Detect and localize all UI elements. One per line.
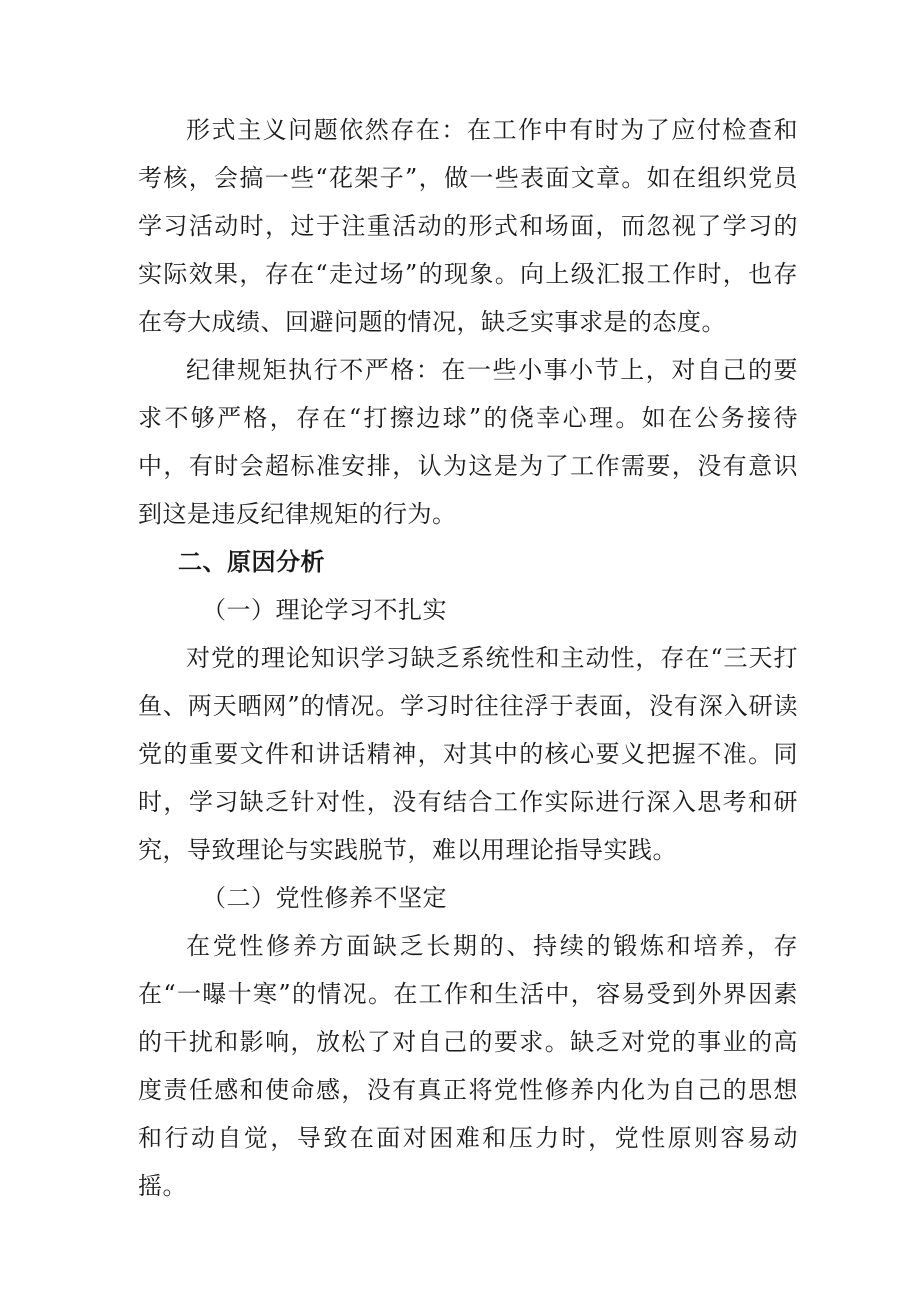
document-body <box>138 106 798 1210</box>
subsection-heading-theory-study: （一）理论学习不扎实 <box>202 596 447 624</box>
paragraph-theory-study: 对党的理论知识学习缺乏系统性和主动性，存在“三天打鱼、两天晒网”的情况。学习时往往浮于表面，没有深入研读党的重要文件和讲话精神，对其中的核心要义把握不准。同时，学习缺乏针对性，没有结合工作实际进行深入思考和研究，导致理论与实践脱节，难以用理论指导实践。 <box>138 644 798 864</box>
paragraph-discipline: 纪律规矩执行不严格：在一些小事小节上，对自己的要求不够严格，存在“打擦边球”的侥幸心理。如在公务接待中，有时会超标准安排，认为这是为了工作需要，没有意识到这是违反纪律规矩的行为。 <box>138 356 798 528</box>
paragraph-party-spirit: 在党性修养方面缺乏长期的、持续的锻炼和培养，存在“一曝十寒”的情况。在工作和生活中，容易受到外界因素的干扰和影响，放松了对自己的要求。缺乏对党的事业的高度责任感和使命感，没有真正将党性修养内化为自己的思想和行动自觉，导致在面对困难和压力时，党性原则容易动摇。 <box>138 932 798 1200</box>
subsection-heading-party-spirit: （二）党性修养不坚定 <box>202 884 447 912</box>
paragraph-formalism: 形式主义问题依然存在：在工作中有时为了应付检查和考核，会搞一些“花架子”，做一些表面文章。如在组织党员学习活动时，过于注重活动的形式和场面，而忽视了学习的实际效果，存在“走过场”的现象。向上级汇报工作时，也存在夸大成绩、回避问题的情况，缺乏实事求是的态度。 <box>138 116 798 336</box>
section-heading-cause-analysis: 二、原因分析 <box>178 548 325 576</box>
